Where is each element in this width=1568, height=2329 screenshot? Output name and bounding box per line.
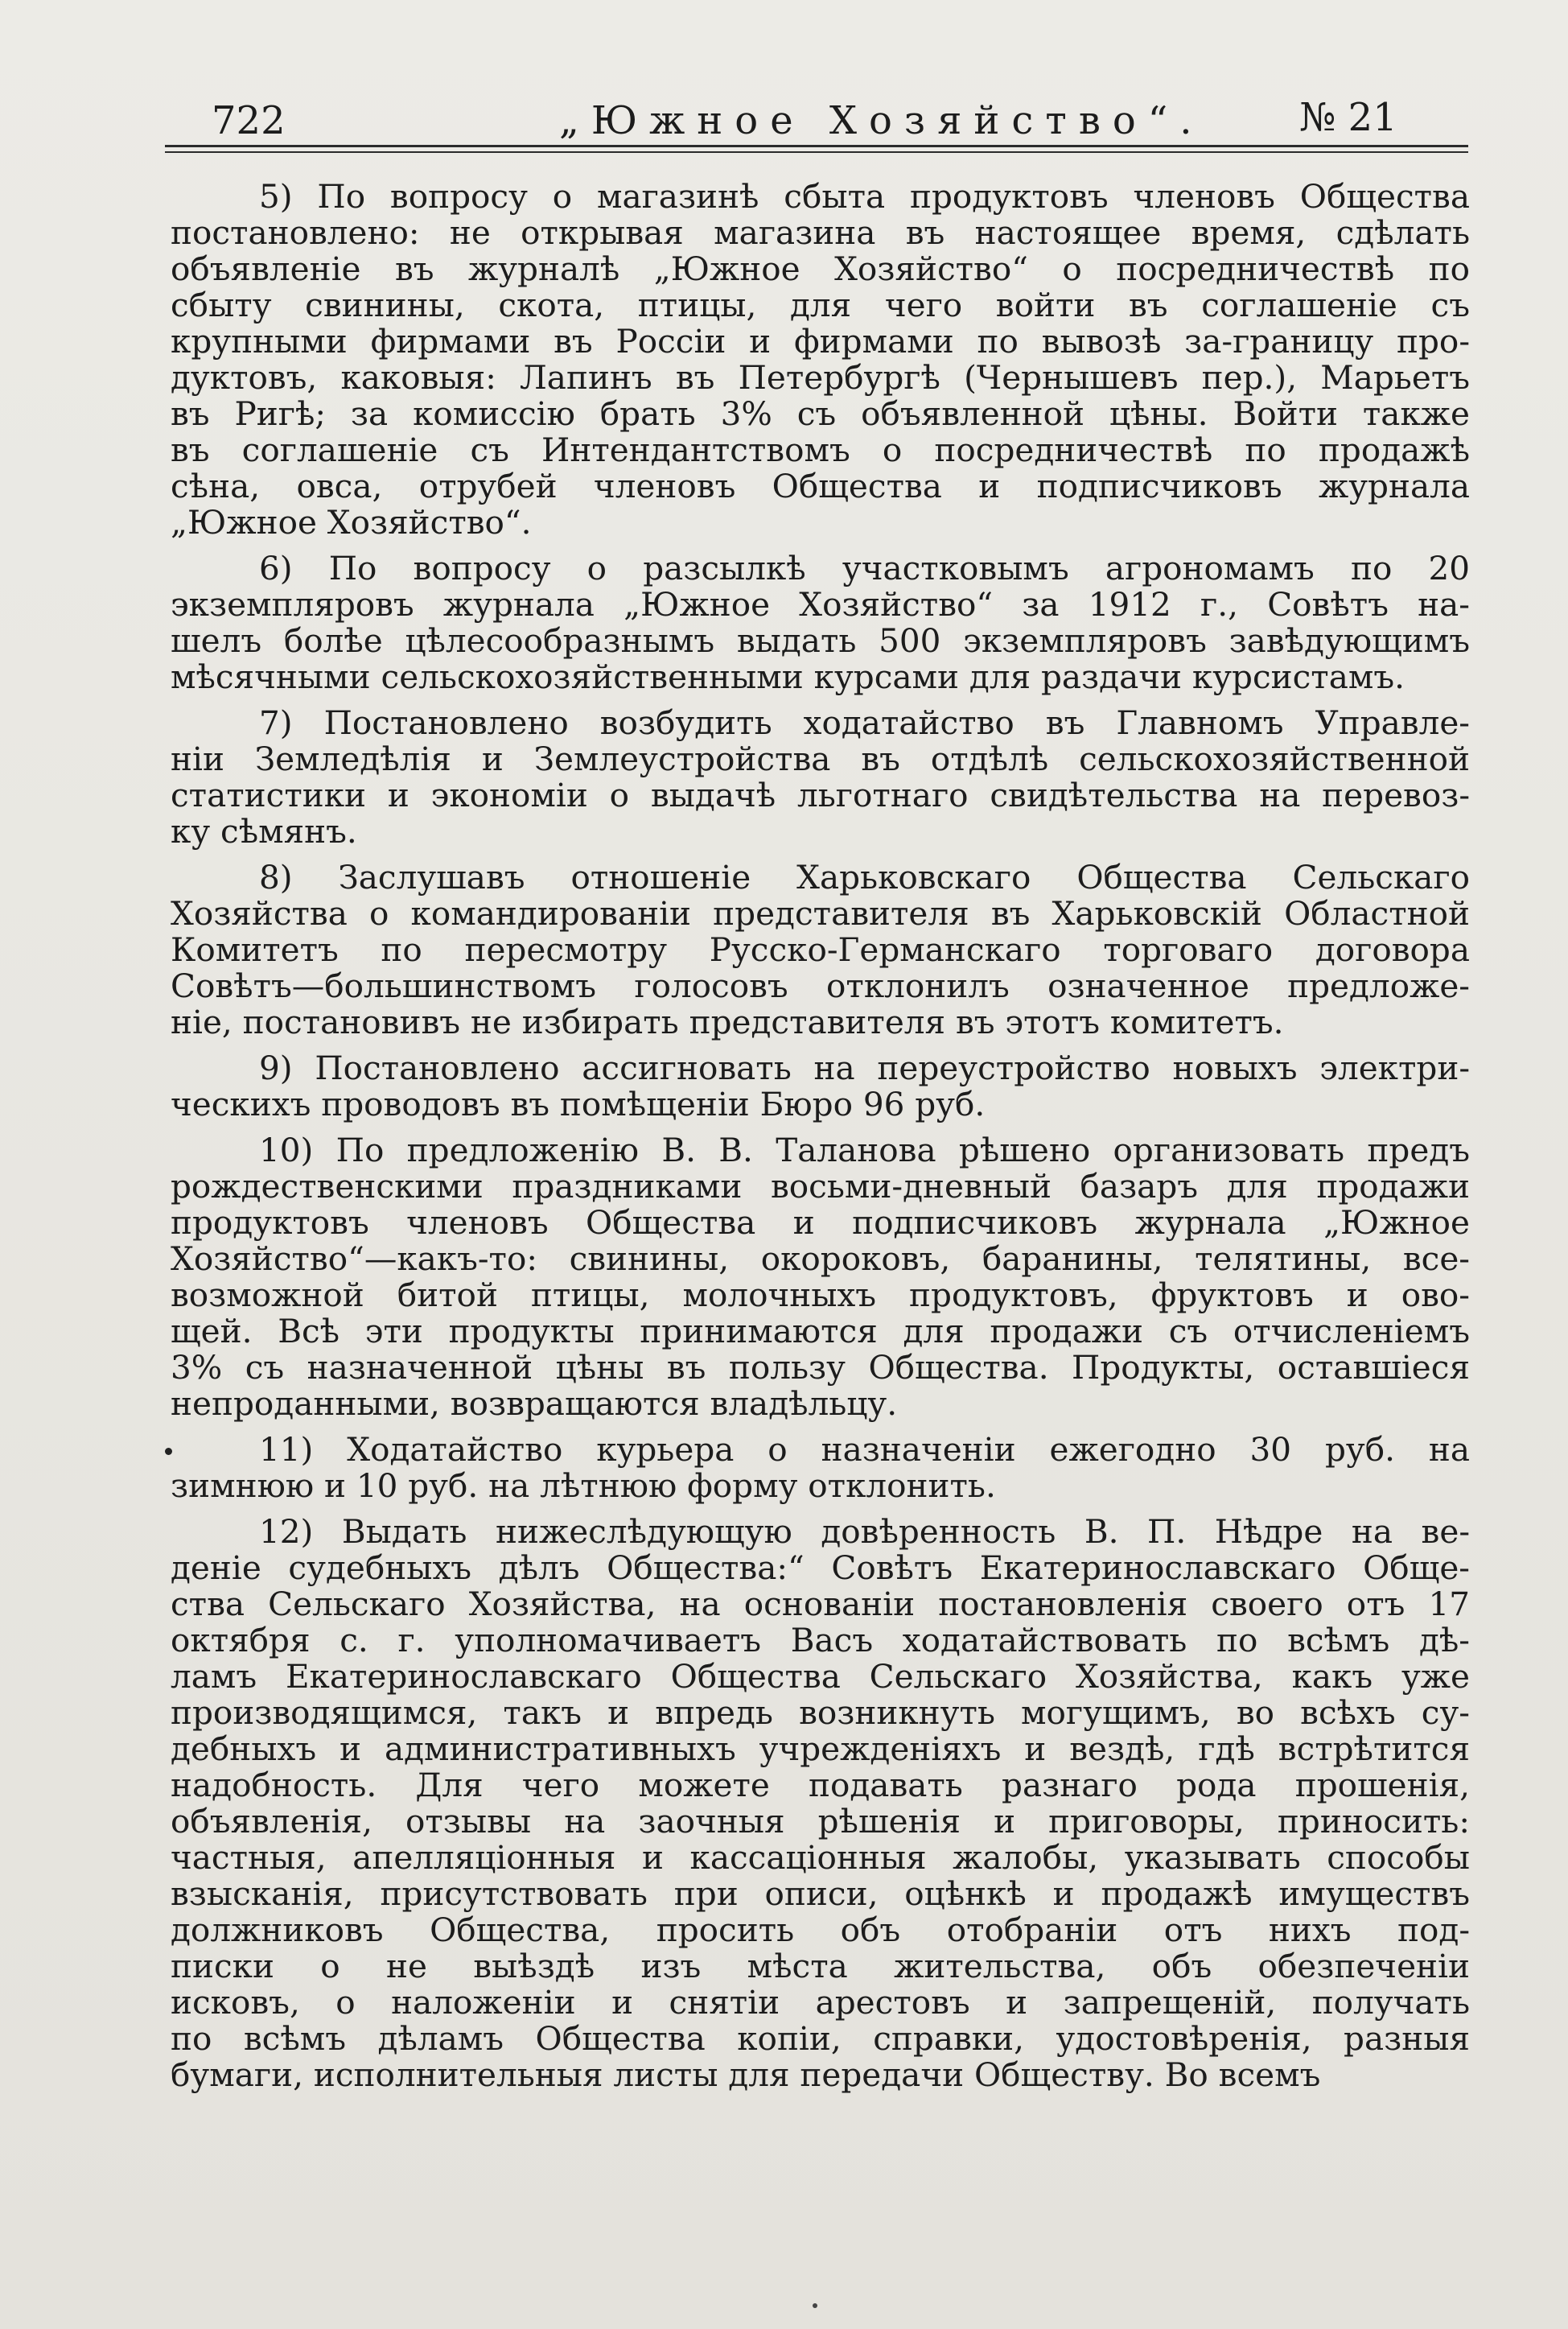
text-line: исковъ, о наложеніи и снятіи арестовъ и запрещеній, получать [171,1983,1470,2022]
text-line: деніе судебныхъ дѣлъ Общества:“ Совѣтъ Екатеринославскаго Обще- [171,1548,1470,1587]
text-line: въ соглашеніе съ Интендантствомъ о посредничествѣ по продажѣ [171,431,1470,469]
text-line: объявленіе въ журналѣ „Южное Хозяйство“ о посредничествѣ по [171,249,1470,288]
text-line: продуктовъ членовъ Общества и подписчиковъ журнала „Южное [171,1203,1470,1242]
paragraph [171,1514,1470,2093]
text-line: 10) По предложенію В. В. Таланова рѣшено организовать предъ [259,1131,1470,1169]
text-line: бумаги, исполнительныя листы для передачи Обществу. Во всемъ [171,2055,1321,2094]
text-line: писки о не выѣздѣ изъ мѣста жительства, объ обезпеченіи [171,1947,1470,1985]
text-line: рождественскими праздниками восьми-дневный базаръ для продажи [171,1167,1470,1206]
text-line: ламъ Екатеринославскаго Общества Сельскаго Хозяйства, какъ уже [171,1657,1470,1696]
text-line: частныя, апелляціонныя и кассаціонныя жалобы, указывать способы [171,1838,1470,1877]
journal-title: „Южное Хозяйство“. [559,98,1204,143]
page-number: 722 [212,98,286,143]
text-line: 3% съ назначенной цѣны въ пользу Общества. Продукты, оставшіеся [171,1348,1470,1387]
text-line: 6) По вопросу о разсылкѣ участковымъ агрономамъ по 20 [259,549,1470,587]
text-line: сбыту свинины, скота, птицы, для чего войти въ соглашеніе съ [171,286,1470,324]
text-line: взысканія, присутствовать при описи, оцѣнкѣ и продажѣ имуществъ [171,1874,1470,1913]
text-line: ства Сельскаго Хозяйства, на основаніи постановленія своего отъ 17 [171,1585,1470,1623]
document-body [171,179,1470,2103]
text-line: надобность. Для чего можете подавать разнаго рода прошенія, [171,1766,1470,1804]
text-line: 12) Выдать нижеслѣдующую довѣренность В. П. Нѣдре на ве- [259,1512,1470,1551]
text-line: 9) Постановлено ассигновать на переустройство новыхъ электри- [259,1049,1470,1087]
paragraph [171,1050,1470,1123]
text-line: Хозяйства о командированіи представителя въ Харьковскій Областной [171,894,1470,933]
text-line: должниковъ Общества, просить объ отобраніи отъ нихъ под- [171,1911,1470,1949]
text-line: Хозяйство“—какъ-то: свинины, окороковъ, баранины, телятины, все- [171,1239,1470,1278]
text-line: шелъ болѣе цѣлесообразнымъ выдать 500 экземпляровъ завѣдующимъ [171,621,1470,660]
text-line: октября с. г. уполномачиваетъ Васъ ходатайствовать по всѣмъ дѣ- [171,1621,1470,1659]
text-line: ческихъ проводовъ въ помѣщеніи Бюро 96 руб. [171,1085,986,1123]
text-line: возможной битой птицы, молочныхъ продуктовъ, фруктовъ и ово- [171,1276,1470,1314]
text-line: ніи Земледѣлія и Землеустройства въ отдѣлѣ сельскохозяйственной [171,740,1470,778]
text-line: зимнюю и 10 руб. на лѣтнюю форму отклонить. [171,1466,996,1505]
paragraph [171,179,1470,541]
text-line: статистики и экономіи о выдачѣ льготнаго свидѣтельства на перевоз- [171,776,1470,814]
text-line: ку сѣмянъ. [171,812,357,851]
running-header [165,90,1468,146]
text-line: „Южное Хозяйство“. [171,503,532,542]
text-line: ніе, постановивъ не избирать представителя въ этотъ комитетъ. [171,1003,1284,1041]
text-line: Комитетъ по пересмотру Русско-Германскаго торговаго договора [171,930,1470,969]
text-line: крупными фирмами въ Россіи и фирмами по вывозѣ за-границу про- [171,322,1470,361]
text-line: щей. Всѣ эти продукты принимаются для продажи съ отчисленіемъ [171,1312,1470,1350]
text-line: по всѣмъ дѣламъ Общества копіи, справки, удостовѣренія, разныя [171,2019,1470,2058]
text-line: 11) Ходатайство курьера о назначеніи ежегодно 30 руб. на [259,1430,1470,1469]
text-line: непроданными, возвращаются владѣльцу. [171,1384,898,1423]
text-line: 8) Заслушавъ отношеніе Харьковскаго Общества Сельскаго [259,858,1470,897]
header-rule-bottom [165,151,1468,153]
paragraph [171,859,1470,1041]
text-line: объявленія, отзывы на заочныя рѣшенія и приговоры, приносить: [171,1802,1470,1841]
issue-number: № 21 [1299,95,1397,140]
header-rule-top [165,145,1468,147]
margin-mark [165,1448,172,1455]
text-line: мѣсячными сельскохозяйственными курсами для раздачи курсистамъ. [171,657,1405,696]
paragraph [171,1132,1470,1422]
text-line: постановлено: не открывая магазина въ настоящее время, сдѣлать [171,213,1470,252]
text-line: дуктовъ, каковыя: Лапинъ въ Петербургѣ (Чернышевъ пер.), Марьетъ [171,358,1470,397]
text-line: 7) Постановлено возбудить ходатайство въ Главномъ Управле- [259,703,1470,742]
text-line: въ Ригѣ; за комиссію брать 3% съ объявленной цѣны. Войти также [171,394,1470,433]
text-line: экземпляровъ журнала „Южное Хозяйство“ за 1912 г., Совѣтъ на- [171,585,1470,624]
paragraph [171,705,1470,850]
text-line: дебныхъ и административныхъ учрежденіяхъ и вездѣ, гдѣ встрѣтится [171,1729,1470,1768]
paragraph [171,550,1470,695]
paragraph [171,1432,1470,1504]
text-line: 5) По вопросу о магазинѣ сбыта продуктовъ членовъ Общества [259,177,1470,216]
text-line: производящимся, такъ и впредь возникнуть могущимъ, во всѣхъ су- [171,1693,1470,1732]
text-line: сѣна, овса, отрубей членовъ Общества и подписчиковъ журнала [171,467,1470,505]
page-speck [813,2303,817,2308]
text-line: Совѣтъ—большинствомъ голосовъ отклонилъ означенное предложе- [171,967,1470,1005]
